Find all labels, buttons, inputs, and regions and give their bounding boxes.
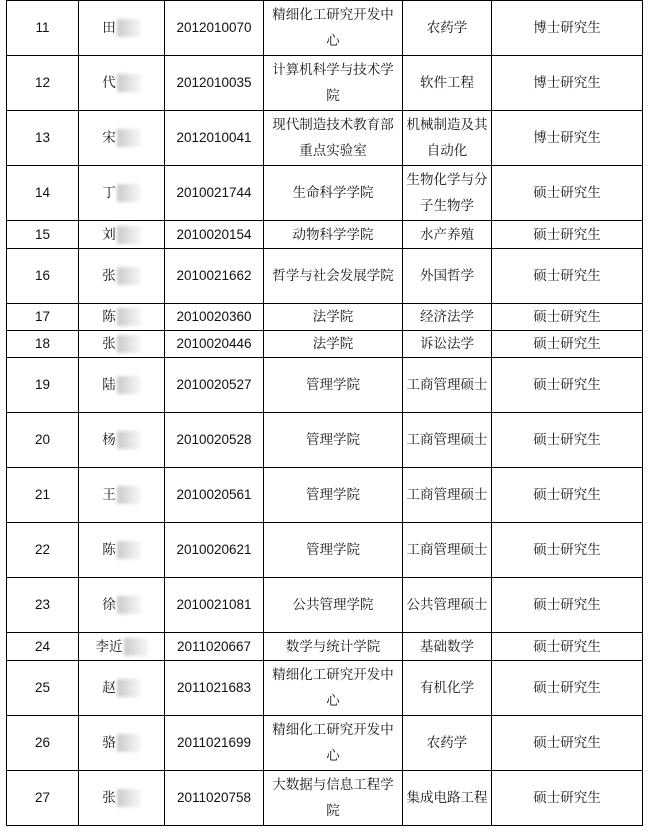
student-name-text: 陈 [102, 309, 116, 325]
student-name [79, 523, 165, 578]
degree-level: 硕士研究生 [492, 716, 643, 771]
redaction-blur [117, 431, 141, 449]
table-row [7, 358, 643, 413]
redaction-blur [117, 226, 141, 244]
roster-body [7, 1, 643, 826]
student-name [79, 771, 165, 826]
redaction-blur [117, 129, 141, 147]
student-name-text: 代 [102, 75, 116, 91]
student-name [79, 1, 165, 56]
table-row [7, 1, 643, 56]
student-id: 2011020667 [165, 633, 264, 661]
student-name [79, 111, 165, 166]
major: 集成电路工程 [403, 771, 492, 826]
major: 农药学 [403, 716, 492, 771]
major: 工商管理硕士 [403, 468, 492, 523]
degree-level: 硕士研究生 [492, 304, 643, 331]
row-number: 11 [7, 1, 79, 56]
student-name [79, 413, 165, 468]
college: 精细化工研究开发中心 [264, 1, 403, 56]
college: 现代制造技术教育部重点实验室 [264, 111, 403, 166]
college: 精细化工研究开发中心 [264, 716, 403, 771]
student-name [79, 331, 165, 358]
student-id: 2010021744 [165, 166, 264, 221]
student-id: 2010021662 [165, 249, 264, 304]
college: 管理学院 [264, 358, 403, 413]
student-id: 2010020528 [165, 413, 264, 468]
college: 管理学院 [264, 468, 403, 523]
major: 软件工程 [403, 56, 492, 111]
redaction-blur [117, 789, 141, 807]
student-name-text: 徐 [102, 597, 116, 613]
table-row [7, 111, 643, 166]
student-name [79, 304, 165, 331]
row-number: 12 [7, 56, 79, 111]
table-row [7, 578, 643, 633]
degree-level: 硕士研究生 [492, 661, 643, 716]
degree-level: 硕士研究生 [492, 633, 643, 661]
student-name-text: 宋 [102, 130, 116, 146]
redaction-blur [117, 679, 141, 697]
redaction-blur [124, 638, 148, 656]
student-name-text: 张 [102, 336, 116, 352]
student-name-text: 杨 [102, 432, 116, 448]
degree-level: 博士研究生 [492, 1, 643, 56]
degree-level: 硕士研究生 [492, 221, 643, 249]
college: 大数据与信息工程学院 [264, 771, 403, 826]
table-row [7, 633, 643, 661]
college: 法学院 [264, 331, 403, 358]
student-id: 2012010035 [165, 56, 264, 111]
student-name-text: 李近 [95, 638, 123, 655]
college: 哲学与社会发展学院 [264, 249, 403, 304]
redaction-blur [117, 74, 141, 92]
row-number: 15 [7, 221, 79, 249]
college: 公共管理学院 [264, 578, 403, 633]
college: 生命科学学院 [264, 166, 403, 221]
college: 动物科学学院 [264, 221, 403, 249]
redaction-blur [117, 19, 141, 37]
table-row [7, 166, 643, 221]
table-row [7, 304, 643, 331]
row-number: 23 [7, 578, 79, 633]
student-name-text: 张 [102, 268, 116, 284]
student-name [79, 468, 165, 523]
student-name [79, 716, 165, 771]
student-name-text: 王 [102, 487, 116, 503]
redaction-blur [117, 335, 141, 353]
major: 工商管理硕士 [403, 358, 492, 413]
student-id: 2010020154 [165, 221, 264, 249]
table-row [7, 661, 643, 716]
degree-level: 硕士研究生 [492, 468, 643, 523]
student-name-text: 骆 [102, 735, 116, 751]
row-number: 16 [7, 249, 79, 304]
college: 精细化工研究开发中心 [264, 661, 403, 716]
redaction-blur [117, 308, 141, 326]
row-number: 17 [7, 304, 79, 331]
student-name-text: 陈 [102, 542, 116, 558]
major: 农药学 [403, 1, 492, 56]
major: 生物化学与分子生物学 [403, 166, 492, 221]
table-row [7, 771, 643, 826]
student-name-text: 田 [102, 20, 116, 36]
student-id: 2010020621 [165, 523, 264, 578]
major: 水产养殖 [403, 221, 492, 249]
major: 有机化学 [403, 661, 492, 716]
degree-level: 博士研究生 [492, 111, 643, 166]
table-row [7, 716, 643, 771]
degree-level: 硕士研究生 [492, 358, 643, 413]
student-roster-table [6, 0, 643, 826]
row-number: 13 [7, 111, 79, 166]
degree-level: 硕士研究生 [492, 523, 643, 578]
degree-level: 硕士研究生 [492, 331, 643, 358]
major: 工商管理硕士 [403, 413, 492, 468]
major: 诉讼法学 [403, 331, 492, 358]
degree-level: 硕士研究生 [492, 578, 643, 633]
major: 基础数学 [403, 633, 492, 661]
major: 公共管理硕士 [403, 578, 492, 633]
major: 外国哲学 [403, 249, 492, 304]
student-id: 2011021699 [165, 716, 264, 771]
major: 经济法学 [403, 304, 492, 331]
student-name-text: 陆 [102, 377, 116, 393]
student-name-text: 赵 [102, 680, 116, 696]
degree-level: 硕士研究生 [492, 413, 643, 468]
table-row [7, 221, 643, 249]
table-row [7, 249, 643, 304]
student-id: 2010020446 [165, 331, 264, 358]
student-name-text: 丁 [102, 185, 116, 201]
college: 数学与统计学院 [264, 633, 403, 661]
college: 管理学院 [264, 413, 403, 468]
row-number: 18 [7, 331, 79, 358]
student-id: 2011021683 [165, 661, 264, 716]
student-name [79, 578, 165, 633]
table-row [7, 331, 643, 358]
student-id: 2012010070 [165, 1, 264, 56]
redaction-blur [117, 486, 141, 504]
row-number: 22 [7, 523, 79, 578]
redaction-blur [117, 267, 141, 285]
table-row [7, 468, 643, 523]
row-number: 19 [7, 358, 79, 413]
student-name [79, 221, 165, 249]
college: 计算机科学与技术学院 [264, 56, 403, 111]
student-name [79, 358, 165, 413]
table-row [7, 56, 643, 111]
student-name [79, 249, 165, 304]
row-number: 20 [7, 413, 79, 468]
degree-level: 硕士研究生 [492, 249, 643, 304]
table-row [7, 523, 643, 578]
redaction-blur [117, 541, 141, 559]
student-name [79, 633, 165, 661]
student-id: 2012010041 [165, 111, 264, 166]
student-name [79, 166, 165, 221]
major: 机械制造及其自动化 [403, 111, 492, 166]
student-id: 2010020360 [165, 304, 264, 331]
redaction-blur [117, 734, 141, 752]
student-name [79, 56, 165, 111]
table-row [7, 413, 643, 468]
student-id: 2010020527 [165, 358, 264, 413]
student-id: 2010020561 [165, 468, 264, 523]
student-id: 2011020758 [165, 771, 264, 826]
student-name [79, 661, 165, 716]
degree-level: 硕士研究生 [492, 771, 643, 826]
redaction-blur [117, 376, 141, 394]
row-number: 27 [7, 771, 79, 826]
student-name-text: 张 [102, 790, 116, 806]
degree-level: 硕士研究生 [492, 166, 643, 221]
major: 工商管理硕士 [403, 523, 492, 578]
redaction-blur [117, 184, 141, 202]
student-id: 2010021081 [165, 578, 264, 633]
row-number: 25 [7, 661, 79, 716]
college: 法学院 [264, 304, 403, 331]
redaction-blur [117, 596, 141, 614]
row-number: 24 [7, 633, 79, 661]
student-name-text: 刘 [102, 226, 116, 243]
degree-level: 博士研究生 [492, 56, 643, 111]
row-number: 14 [7, 166, 79, 221]
row-number: 21 [7, 468, 79, 523]
row-number: 26 [7, 716, 79, 771]
college: 管理学院 [264, 523, 403, 578]
